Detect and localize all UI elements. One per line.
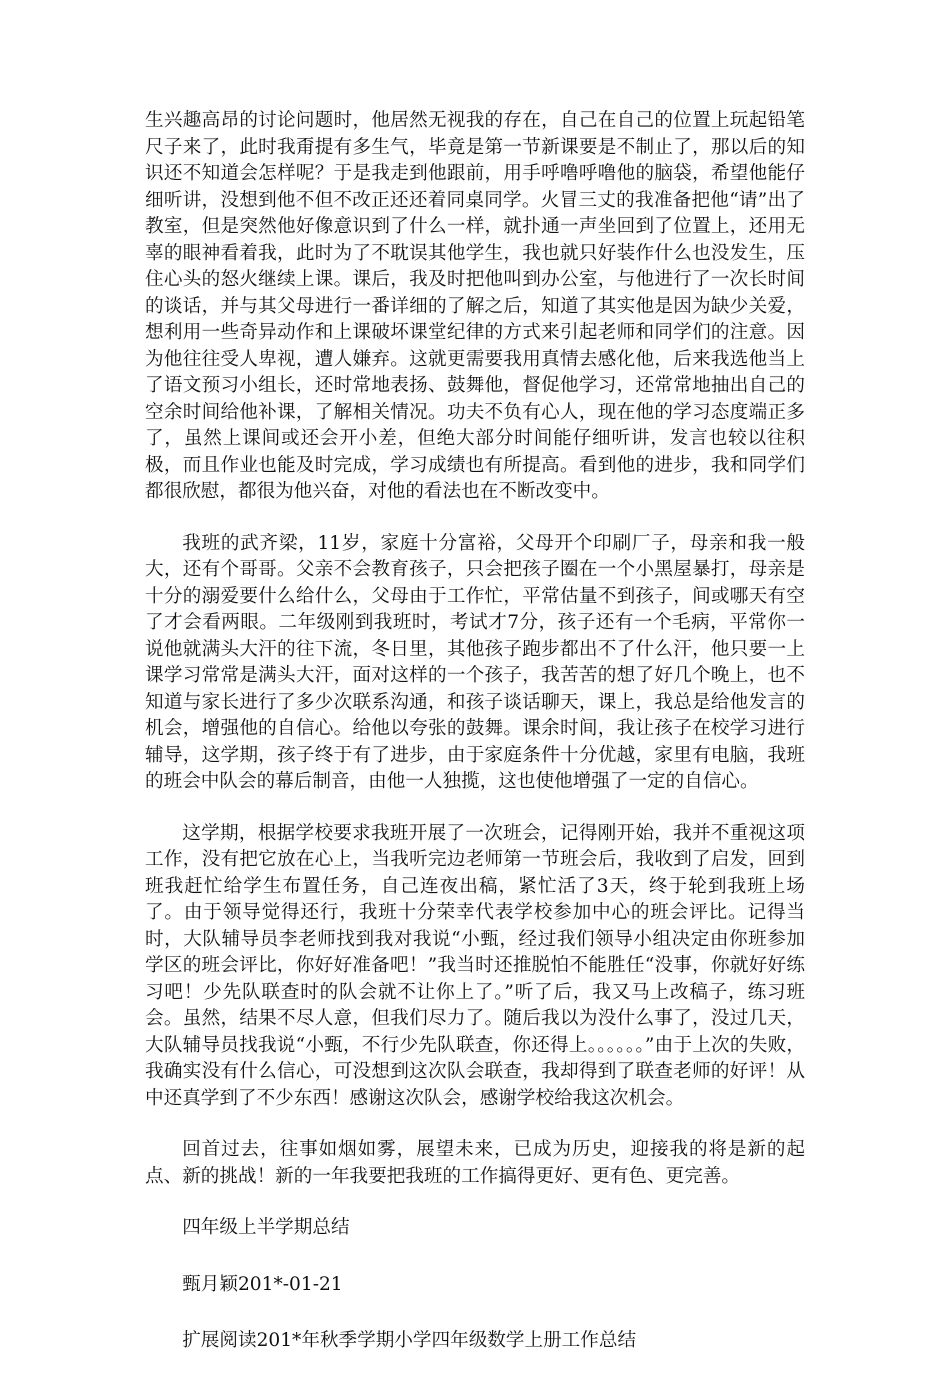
document-body (145, 108, 805, 1385)
author-date-line: 甄月颖201*-01-21 (182, 1273, 343, 1295)
paragraph-conclusion: 回首过去，往事如烟如雾，展望未来，已成为历史，迎接我的将是新的起点、新的挑战！新的一年我要把我班的工作搞得更好、更有色、更完善。 (145, 1139, 805, 1187)
paragraph-continued-story: 生兴趣高昂的讨论问题时，他居然无视我的存在，自己在自己的位置上玩起铅笔尺子来了，此时我甭提有多生气，毕竟是第一节新课要是不制止了，那以后的知识还不知道会怎样呢？于是我走到他跟前，用手呼噜呼噜他的脑袋，希望他能仔细听讲，没想到他不但不改正还还着同桌同学。火冒三丈的我准备把他“请”出了教室，但是突然他好像意识到了什么一样，就扑通一声坐回到了位置上，还用无辜的眼神看着我，此时为了不耽误其他学生，我也就只好装作什么也没发生，压住心头的怒火继续上课。课后，我及时把他叫到办公室，与他进行了一次长时间的谈话，并与其父母进行一番详细的了解之后，知道了其实他是因为缺少关爱，想利用一些奇异动作和上课破坏课堂纪律的方式来引起老师和同学们的注意。因为他往往受人卑视，遭人嫌弃。这就更需要我用真情去感化他，后来我选他当上了语文预习小组长，还时常地表扬、鼓舞他，督促他学习，还常常地抽出自己的空余时间给他补课，了解相关情况。功夫不负有心人，现在他的学习态度端正多了，虽然上课间或还会开小差，但绝大部分时间能仔细听讲，发言也较以往积极，而且作业也能及时完成，学习成绩也有所提高。看到他的进步，我和同学们都很欣慰，都很为他兴奋，对他的看法也在不断改变中。 (145, 110, 805, 502)
extended-reading-line: 扩展阅读201*年秋季学期小学四年级数学上册工作总结 (182, 1330, 637, 1351)
paragraph-student-wu: 我班的武齐梁，11岁，家庭十分富裕，父母开个印刷厂子，母亲和我一般大，还有个哥哥。父亲不会教育孩子，只会把孩子圈在一个小黑屋暴打，母亲是十分的溺爱要什么给什么，父母由于工作忙，平常估量不到孩子，间或哪天有空了才会看两眼。二年级刚到我班时，考试才7分，孩子还有一个毛病，平常你一说他就满头大汗的往下流，冬日里，其他孩子跑步都出不了什么汗，他只要一上课学习常常是满头大汗，面对这样的一个孩子，我苦苦的想了好几个晚上，也不知道与家长进行了多少次联系沟通，和孩子谈话聊天，课上，我总是给他发言的机会，增强他的自信心。给他以夸张的鼓舞。课余时间，我让孩子在校学习进行辅导，这学期，孩子终于有了进步，由于家庭条件十分优越，家里有电脑，我班的班会中队会的幕后制音，由他一人独揽，这也使他增强了一定的自信心。 (145, 532, 805, 792)
paragraph-class-meeting: 这学期，根据学校要求我班开展了一次班会，记得刚开始，我并不重视这项工作，没有把它放在心上，当我听完边老师第一节班会后，我收到了启发，回到班我赶忙给学生布置任务，自己连夜出稿，紧忙活了3天，终于轮到我班上场了。由于领导觉得还行，我班十分荣幸代表学校参加中心的班会评比。记得当时，大队辅导员李老师找到我对我说“小甄，经过我们领导小组决定由你班参加学区的班会评比，你好好准备吧！”我当时还推脱怕不能胜任“没事，你就好好练习吧！少先队联查时的队会就不让你上了。”听了后，我又马上改稿子，练习班会。虽然，结果不尽人意，但我们尽力了。随后我以为没什么事了，没过几天，大队辅导员找我说“小甄，不行少先队联查，你还得上。。。。。。”由于上次的失败，我确实没有什么信心，可没想到这次队会联查，我却得到了联查老师的好评！从中还真学到了不少东西！感谢这次队会，感谢学校给我这次机会。 (145, 822, 805, 1109)
document-title-line: 四年级上半学期总结 (182, 1217, 350, 1238)
